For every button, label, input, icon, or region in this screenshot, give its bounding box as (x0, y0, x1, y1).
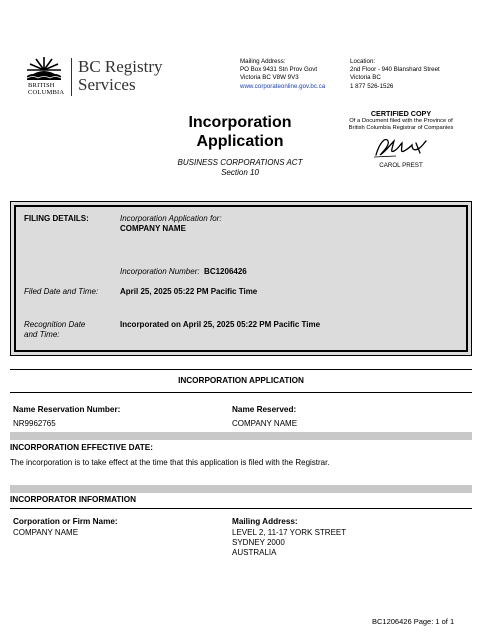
name-reservation-value: NR9962765 (13, 419, 56, 428)
filing-details-label: FILING DETAILS: (24, 214, 89, 223)
recognition-date-value: Incorporated on April 25, 2025 05:22 PM Pacific Time (120, 320, 321, 329)
incorporation-number-row (120, 261, 247, 279)
name-reserved-label: Name Reserved: (232, 405, 297, 414)
signature-icon (372, 135, 430, 159)
application-for-label: Incorporation Application for: (120, 214, 222, 223)
bc-registry-logo (24, 56, 174, 98)
gray-separator (10, 432, 472, 440)
act-reference: BUSINESS CORPORATIONS ACT Section 10 (177, 158, 303, 177)
section-divider (10, 508, 472, 509)
incorporation-number: BC1206426 (204, 267, 247, 276)
brand-line2: Services (78, 75, 136, 94)
document-title: Incorporation Application (188, 114, 292, 150)
brand-line1: BC Registry (78, 57, 163, 76)
mailing-address-block: Mailing Address: PO Box 9431 Stn Prov Govt Victoria BC V8W 9V3 www.corporateonline.gov.bc.ca (240, 58, 326, 90)
bc-wordmark: BRITISH COLUMBIA (28, 82, 65, 96)
incorporator-heading: INCORPORATOR INFORMATION (10, 495, 136, 504)
recognition-date-label: Recognition Date and Time: (24, 320, 86, 339)
incorporation-number-label: Incorporation Number: (120, 267, 200, 276)
gray-separator (10, 485, 472, 493)
page-footer: BC1206426 Page: 1 of 1 (372, 617, 455, 626)
bc-sun-logo-icon (24, 56, 64, 82)
section-divider (10, 369, 472, 370)
mailing-address-label: Mailing Address: (232, 517, 298, 526)
name-reserved-value: COMPANY NAME (232, 419, 298, 428)
application-heading: INCORPORATION APPLICATION (178, 376, 304, 385)
certified-copy-block: CERTIFIED COPY Of a Document filed with the Province of British Columbia Registrar of Companies (348, 109, 454, 131)
location-block: Location: 2nd Floor - 940 Blanshard Street Victoria BC 1 877 526-1526 (350, 58, 440, 90)
name-reservation-label: Name Reservation Number: (13, 405, 121, 414)
section-divider (10, 392, 472, 393)
effective-date-heading: INCORPORATION EFFECTIVE DATE: (10, 443, 153, 452)
filed-date-label: Filed Date and Time: (24, 287, 99, 296)
registrar-name: CAROL PREST (379, 162, 423, 169)
corporation-name-label: Corporation or Firm Name: (13, 517, 118, 526)
corporation-name-value: COMPANY NAME (13, 528, 79, 537)
company-name: COMPANY NAME (120, 224, 186, 233)
registry-website-link[interactable]: www.corporateonline.gov.bc.ca (240, 82, 326, 90)
filed-date-value: April 25, 2025 05:22 PM Pacific Time (120, 287, 258, 296)
logo-divider (71, 58, 72, 96)
incorporator-address: LEVEL 2, 11-17 YORK STREET SYDNEY 2000 AUSTRALIA (232, 528, 347, 557)
effective-date-text: The incorporation is to take effect at the time that this application is filed with the Registrar. (10, 458, 330, 467)
